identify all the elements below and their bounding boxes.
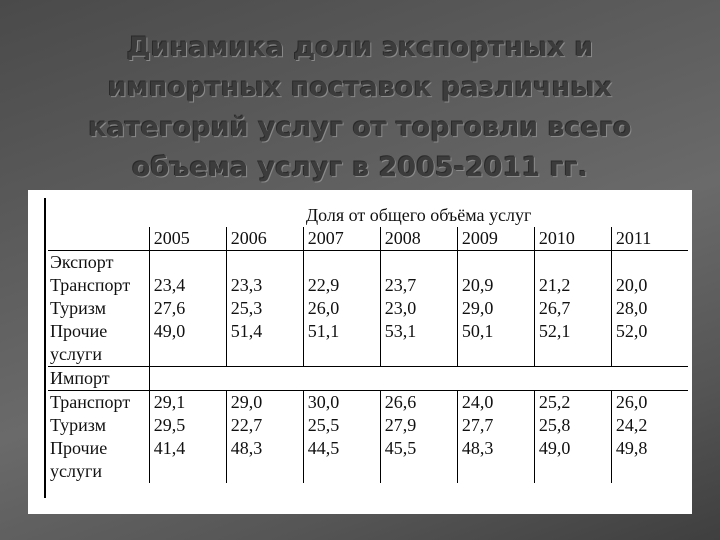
year-header: 2007 [303,227,380,251]
empty-cell [534,367,611,391]
value-cell: 24,2 [611,414,688,437]
table-row-continuation [48,343,688,367]
empty-cell [149,367,226,391]
value-cell: 45,5 [380,437,457,460]
value-cell: 25,2 [534,391,611,415]
value-cell: 48,3 [457,437,534,460]
value-cell: 53,1 [380,320,457,343]
value-cell: 23,4 [149,274,226,297]
table-row [48,274,688,297]
empty-cell [611,343,688,367]
empty-cell [226,251,303,275]
value-cell: 23,7 [380,274,457,297]
value-cell: 20,0 [611,274,688,297]
row-label: Транспорт [50,392,131,412]
table-row [48,414,688,437]
value-cell: 49,8 [611,437,688,460]
row-label-continued: услуги [50,344,102,364]
table-row [48,297,688,320]
value-cell: 51,4 [226,320,303,343]
value-cell: 23,3 [226,274,303,297]
value-cell: 22,9 [303,274,380,297]
value-cell: 29,5 [149,414,226,437]
empty-cell [149,343,226,367]
value-cell: 28,0 [611,297,688,320]
row-label: Прочие [50,438,108,458]
empty-cell [226,343,303,367]
section-row [48,367,688,391]
table-left-rule [44,198,46,498]
empty-cell [534,343,611,367]
value-cell: 48,3 [226,437,303,460]
value-cell: 26,0 [611,391,688,415]
table-row [48,437,688,460]
value-cell: 27,7 [457,414,534,437]
value-cell: 24,0 [457,391,534,415]
empty-cell [149,460,226,483]
empty-cell [303,460,380,483]
value-cell: 51,1 [303,320,380,343]
empty-cell [534,460,611,483]
value-cell: 44,5 [303,437,380,460]
empty-cell [226,460,303,483]
empty-cell [457,460,534,483]
title-line: Динамика доли экспортных и [126,32,594,63]
section-row [48,251,688,275]
value-cell: 20,9 [457,274,534,297]
slide-title [60,28,660,188]
value-cell: 49,0 [149,320,226,343]
empty-cell [457,251,534,275]
empty-cell [380,251,457,275]
empty-cell [149,251,226,275]
empty-cell [534,251,611,275]
empty-cell [226,367,303,391]
year-header: 2005 [149,227,226,251]
value-cell: 52,1 [534,320,611,343]
value-cell: 41,4 [149,437,226,460]
value-cell: 25,3 [226,297,303,320]
empty-cell [48,204,149,227]
value-cell: 25,5 [303,414,380,437]
year-header: 2006 [226,227,303,251]
table-row-continuation [48,460,688,483]
title-line: импортных поставок различных [107,72,613,103]
empty-cell [303,251,380,275]
value-cell: 26,0 [303,297,380,320]
empty-cell [380,460,457,483]
value-cell: 27,6 [149,297,226,320]
value-cell: 22,7 [226,414,303,437]
table-caption-row [48,204,688,227]
value-cell: 50,1 [457,320,534,343]
title-line: категорий услуг от торговли всего [88,112,632,143]
empty-cell [380,367,457,391]
row-label: Туризм [50,415,106,435]
value-cell: 30,0 [303,391,380,415]
row-label-continued: услуги [50,461,102,481]
value-cell: 26,6 [380,391,457,415]
title-line: объема услуг в 2005-2011 гг. [131,152,589,183]
year-header: 2010 [534,227,611,251]
value-cell: 29,1 [149,391,226,415]
empty-cell [611,251,688,275]
section-label: Импорт [48,367,149,391]
services-share-table [48,204,688,483]
value-cell: 49,0 [534,437,611,460]
value-cell: 23,0 [380,297,457,320]
year-header: 2008 [380,227,457,251]
value-cell: 27,9 [380,414,457,437]
empty-cell [457,367,534,391]
empty-cell [611,367,688,391]
value-cell: 25,8 [534,414,611,437]
table-panel [28,190,692,514]
table-caption: Доля от общего объёма услуг [305,205,532,225]
value-cell: 52,0 [611,320,688,343]
section-label: Экспорт [50,252,114,272]
value-cell: 29,0 [457,297,534,320]
row-label: Туризм [50,298,106,318]
empty-cell [48,227,149,251]
row-label: Прочие [50,321,108,341]
year-header: 2011 [611,227,688,251]
value-cell: 26,7 [534,297,611,320]
year-header: 2009 [457,227,534,251]
empty-cell [303,343,380,367]
value-cell: 29,0 [226,391,303,415]
table-row [48,391,688,415]
table-row [48,320,688,343]
row-label: Транспорт [50,275,131,295]
empty-cell [303,367,380,391]
value-cell: 21,2 [534,274,611,297]
year-header-row [48,227,688,251]
empty-cell [380,343,457,367]
empty-cell [457,343,534,367]
empty-cell [611,460,688,483]
